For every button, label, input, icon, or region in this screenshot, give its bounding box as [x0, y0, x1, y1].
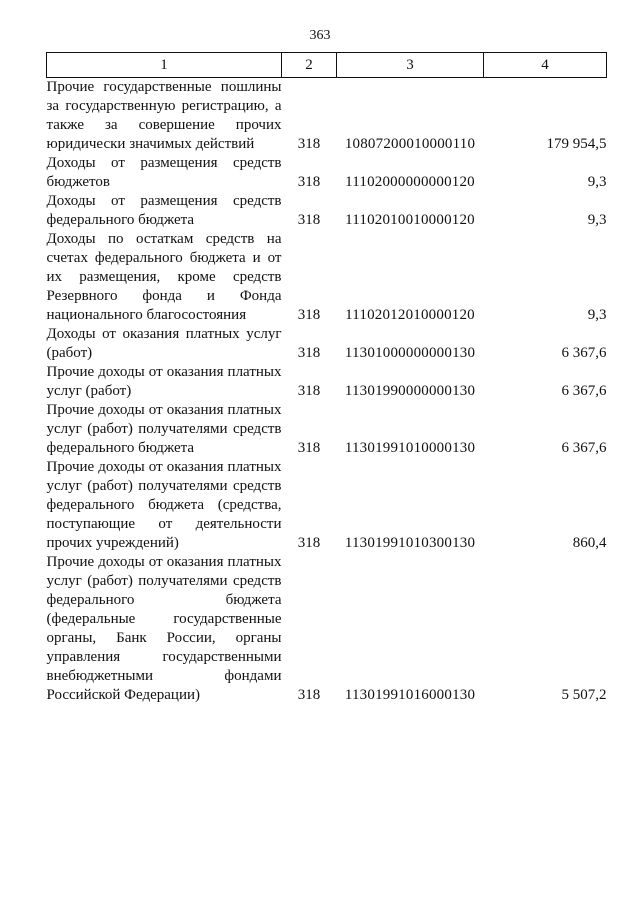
amount: 6 367,6 [561, 383, 607, 399]
admin-code: 318 [297, 383, 321, 399]
admin-code: 318 [297, 687, 321, 703]
revenue-table [46, 52, 607, 705]
amount: 5 507,2 [561, 687, 607, 703]
revenue-name: Прочие доходы от оказания платных услуг (работ) получателями средств федерального бюджета (федеральные государственные органы, Банк России, органы управления государственными внебюджетными фондами Российской Федерации) [46, 554, 282, 703]
admin-code: 318 [297, 307, 321, 323]
table-header-row [47, 53, 607, 78]
table-row [47, 401, 607, 458]
table-row [47, 458, 607, 553]
budget-code: 11102000000000120 [345, 174, 475, 190]
header-col-4: 4 [484, 53, 607, 78]
table-row [47, 192, 607, 230]
amount: 9,3 [587, 307, 607, 323]
amount: 9,3 [587, 174, 607, 190]
amount: 6 367,6 [561, 440, 607, 456]
budget-code: 11102012010000120 [345, 307, 475, 323]
admin-code: 318 [297, 136, 321, 152]
table-row [47, 325, 607, 363]
revenue-name: Доходы от размещения средств федерального бюджета [46, 193, 282, 228]
table-row [47, 363, 607, 401]
revenue-name: Прочие доходы от оказания платных услуг (работ) [46, 364, 282, 399]
budget-code: 10807200010000110 [344, 136, 476, 152]
amount: 6 367,6 [561, 345, 607, 361]
header-col-1: 1 [47, 53, 282, 78]
header-col-2: 2 [282, 53, 337, 78]
revenue-name: Прочие государственные пошлины за государственную регистрацию, а также за совершение прочих юридически значимых действий [46, 79, 282, 152]
table-row [47, 154, 607, 192]
amount: 860,4 [572, 535, 607, 551]
revenue-name: Доходы от оказания платных услуг (работ) [46, 326, 282, 361]
revenue-name: Прочие доходы от оказания платных услуг (работ) получателями средств федерального бюджета (средства, поступающие от деятельности прочих учреждений) [46, 459, 282, 551]
amount: 9,3 [587, 212, 607, 228]
budget-code: 11301991016000130 [344, 687, 476, 703]
budget-code: 11301990000000130 [344, 383, 476, 399]
admin-code: 318 [297, 174, 321, 190]
revenue-name: Прочие доходы от оказания платных услуг (работ) получателями средств федерального бюджета [46, 402, 282, 456]
header-col-3: 3 [337, 53, 484, 78]
admin-code: 318 [297, 345, 321, 361]
admin-code: 318 [297, 535, 321, 551]
budget-code: 11301000000000130 [344, 345, 476, 361]
budget-code: 11301991010300130 [344, 535, 476, 551]
table-row [47, 78, 607, 155]
admin-code: 318 [297, 440, 321, 456]
budget-code: 11102010010000120 [345, 212, 475, 228]
budget-code: 11301991010000130 [344, 440, 476, 456]
revenue-name: Доходы от размещения средств бюджетов [46, 155, 282, 190]
table-row [47, 553, 607, 705]
page-number: 363 [309, 28, 331, 43]
admin-code: 318 [297, 212, 321, 228]
revenue-name: Доходы по остаткам средств на счетах федерального бюджета и от их размещения, кроме средств Резервного фонда и Фонда национального благосостояния [46, 231, 282, 323]
table-row [47, 230, 607, 325]
amount: 179 954,5 [546, 136, 607, 152]
